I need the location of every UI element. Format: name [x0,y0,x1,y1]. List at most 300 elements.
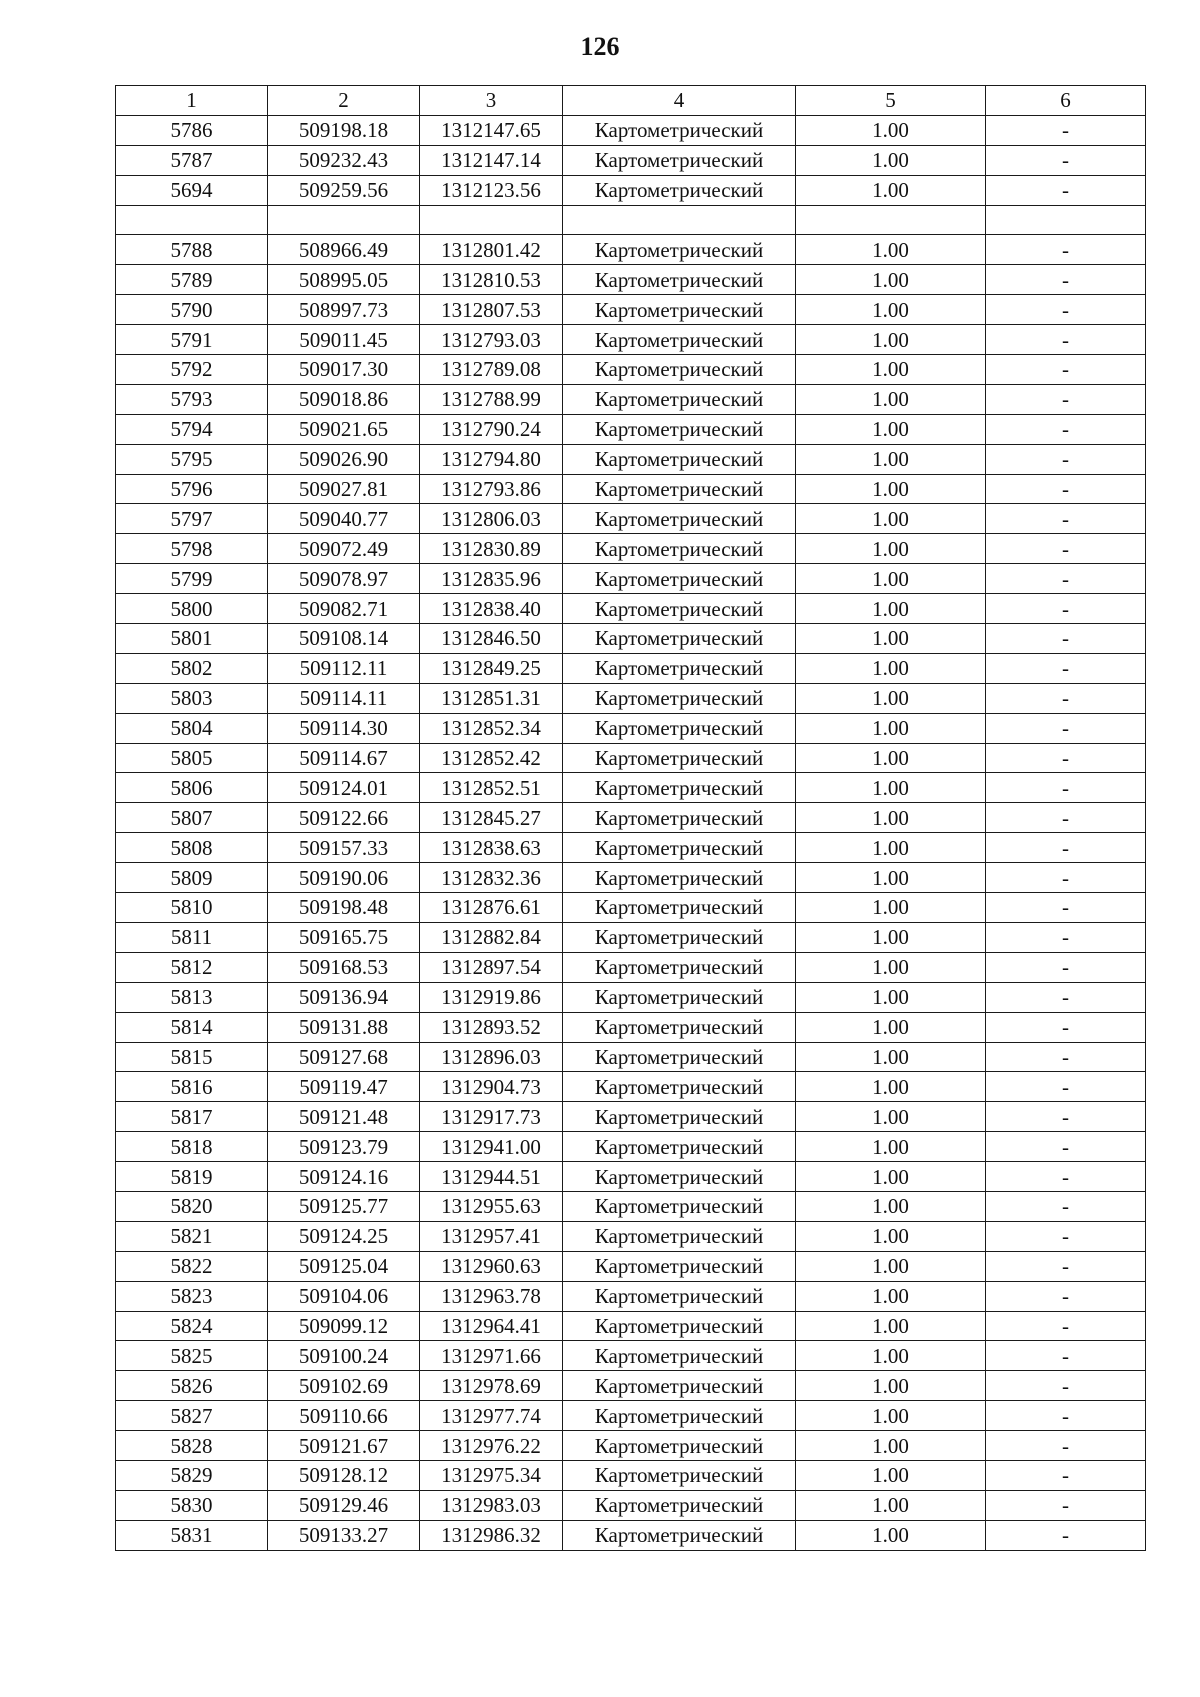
table-row [116,683,1146,713]
y-coordinate-cell: 1312806.03 [420,504,563,534]
point-number-cell: 5788 [116,235,268,265]
accuracy-cell: 1.00 [796,1431,986,1461]
point-number-cell [116,205,268,235]
accuracy-cell: 1.00 [796,773,986,803]
y-coordinate-cell: 1312830.89 [420,534,563,564]
accuracy-cell: 1.00 [796,1281,986,1311]
note-cell: - [986,653,1146,683]
accuracy-cell: 1.00 [796,504,986,534]
x-coordinate-cell: 509131.88 [268,1012,420,1042]
x-coordinate-cell: 509125.77 [268,1191,420,1221]
note-cell: - [986,145,1146,175]
table-row [116,893,1146,923]
x-coordinate-cell: 509018.86 [268,384,420,414]
x-coordinate-cell: 509121.48 [268,1102,420,1132]
note-cell: - [986,235,1146,265]
method-cell: Картометрический [563,1251,796,1281]
table-row [116,1281,1146,1311]
x-coordinate-cell: 508995.05 [268,265,420,295]
point-number-cell: 5795 [116,444,268,474]
table-row [116,863,1146,893]
accuracy-cell: 1.00 [796,1072,986,1102]
y-coordinate-cell: 1312793.86 [420,474,563,504]
x-coordinate-cell: 509078.97 [268,564,420,594]
method-cell: Картометрический [563,982,796,1012]
note-cell: - [986,1431,1146,1461]
x-coordinate-cell: 509122.66 [268,803,420,833]
x-coordinate-cell: 509119.47 [268,1072,420,1102]
accuracy-cell: 1.00 [796,145,986,175]
table-row [116,1191,1146,1221]
note-cell: - [986,893,1146,923]
table-row [116,743,1146,773]
note-cell: - [986,1132,1146,1162]
table-row [116,1311,1146,1341]
point-number-cell: 5821 [116,1221,268,1251]
method-cell: Картометрический [563,1401,796,1431]
note-cell: - [986,624,1146,654]
point-number-cell: 5822 [116,1251,268,1281]
note-cell: - [986,1341,1146,1371]
point-number-cell: 5809 [116,863,268,893]
y-coordinate-cell: 1312904.73 [420,1072,563,1102]
y-coordinate-cell: 1312852.51 [420,773,563,803]
method-cell: Картометрический [563,1072,796,1102]
point-number-cell: 5826 [116,1371,268,1401]
y-coordinate-cell: 1312845.27 [420,803,563,833]
method-cell: Картометрический [563,1311,796,1341]
method-cell: Картометрический [563,1221,796,1251]
table-row [116,325,1146,355]
note-cell: - [986,414,1146,444]
y-coordinate-cell: 1312944.51 [420,1162,563,1192]
table-row [116,235,1146,265]
method-cell: Картометрический [563,683,796,713]
accuracy-cell: 1.00 [796,1520,986,1550]
y-coordinate-cell: 1312963.78 [420,1281,563,1311]
note-cell: - [986,1162,1146,1192]
accuracy-cell: 1.00 [796,1251,986,1281]
point-number-cell: 5825 [116,1341,268,1371]
method-cell: Картометрический [563,175,796,205]
point-number-cell: 5817 [116,1102,268,1132]
table-header-row [116,86,1146,116]
method-cell: Картометрический [563,265,796,295]
table-row [116,833,1146,863]
y-coordinate-cell: 1312849.25 [420,653,563,683]
accuracy-cell: 1.00 [796,1221,986,1251]
method-cell: Картометрический [563,444,796,474]
method-cell: Картометрический [563,803,796,833]
x-coordinate-cell: 509124.01 [268,773,420,803]
point-number-cell: 5812 [116,952,268,982]
y-coordinate-cell: 1312793.03 [420,325,563,355]
accuracy-cell: 1.00 [796,1460,986,1490]
accuracy-cell: 1.00 [796,594,986,624]
method-cell: Картометрический [563,713,796,743]
table-row [116,594,1146,624]
accuracy-cell: 1.00 [796,743,986,773]
y-coordinate-cell: 1312986.32 [420,1520,563,1550]
table-row [116,115,1146,145]
note-cell: - [986,713,1146,743]
note-cell: - [986,982,1146,1012]
y-coordinate-cell: 1312789.08 [420,355,563,385]
point-number-cell: 5797 [116,504,268,534]
table-row [116,534,1146,564]
y-coordinate-cell: 1312971.66 [420,1341,563,1371]
note-cell: - [986,743,1146,773]
point-number-cell: 5811 [116,922,268,952]
method-cell: Картометрический [563,504,796,534]
x-coordinate-cell: 509100.24 [268,1341,420,1371]
table-row [116,922,1146,952]
y-coordinate-cell: 1312851.31 [420,683,563,713]
x-coordinate-cell: 509040.77 [268,504,420,534]
x-coordinate-cell: 509072.49 [268,534,420,564]
y-coordinate-cell: 1312123.56 [420,175,563,205]
y-coordinate-cell: 1312983.03 [420,1490,563,1520]
table-row [116,1221,1146,1251]
point-number-cell: 5792 [116,355,268,385]
note-cell: - [986,1520,1146,1550]
y-coordinate-cell: 1312852.42 [420,743,563,773]
method-cell [563,205,796,235]
note-cell: - [986,1460,1146,1490]
x-coordinate-cell: 509128.12 [268,1460,420,1490]
accuracy-cell: 1.00 [796,355,986,385]
note-cell: - [986,355,1146,385]
note-cell: - [986,444,1146,474]
y-coordinate-cell: 1312838.40 [420,594,563,624]
accuracy-cell: 1.00 [796,683,986,713]
accuracy-cell: 1.00 [796,295,986,325]
point-number-cell: 5793 [116,384,268,414]
method-cell: Картометрический [563,1490,796,1520]
x-coordinate-cell: 509124.16 [268,1162,420,1192]
y-coordinate-cell: 1312790.24 [420,414,563,444]
method-cell: Картометрический [563,474,796,504]
point-number-cell: 5798 [116,534,268,564]
x-coordinate-cell: 509108.14 [268,624,420,654]
y-coordinate-cell: 1312832.36 [420,863,563,893]
note-cell: - [986,1102,1146,1132]
note-cell: - [986,833,1146,863]
y-coordinate-cell: 1312897.54 [420,952,563,982]
y-coordinate-cell: 1312807.53 [420,295,563,325]
table-row [116,265,1146,295]
y-coordinate-cell: 1312896.03 [420,1042,563,1072]
y-coordinate-cell: 1312147.14 [420,145,563,175]
note-cell: - [986,1012,1146,1042]
table-row [116,145,1146,175]
method-cell: Картометрический [563,115,796,145]
table-row [116,952,1146,982]
method-cell: Картометрический [563,1132,796,1162]
y-coordinate-cell: 1312876.61 [420,893,563,923]
table-row [116,1251,1146,1281]
point-number-cell: 5820 [116,1191,268,1221]
y-coordinate-cell: 1312957.41 [420,1221,563,1251]
point-number-cell: 5808 [116,833,268,863]
method-cell: Картометрический [563,1012,796,1042]
y-coordinate-cell: 1312941.00 [420,1132,563,1162]
point-number-cell: 5813 [116,982,268,1012]
x-coordinate-cell: 509017.30 [268,355,420,385]
table-row [116,773,1146,803]
y-coordinate-cell: 1312810.53 [420,265,563,295]
point-number-cell: 5829 [116,1460,268,1490]
accuracy-cell: 1.00 [796,235,986,265]
y-coordinate-cell: 1312964.41 [420,1311,563,1341]
y-coordinate-cell: 1312852.34 [420,713,563,743]
point-number-cell: 5802 [116,653,268,683]
point-number-cell: 5818 [116,1132,268,1162]
x-coordinate-cell: 509027.81 [268,474,420,504]
y-coordinate-cell: 1312794.80 [420,444,563,474]
y-coordinate-cell: 1312919.86 [420,982,563,1012]
accuracy-cell: 1.00 [796,713,986,743]
method-cell: Картометрический [563,893,796,923]
table-row [116,355,1146,385]
point-number-cell: 5803 [116,683,268,713]
point-number-cell: 5791 [116,325,268,355]
x-coordinate-cell: 509198.18 [268,115,420,145]
y-coordinate-cell: 1312882.84 [420,922,563,952]
x-coordinate-cell: 509114.11 [268,683,420,713]
table-row [116,414,1146,444]
x-coordinate-cell: 509021.65 [268,414,420,444]
method-cell: Картометрический [563,922,796,952]
accuracy-cell: 1.00 [796,265,986,295]
table-row [116,1431,1146,1461]
y-coordinate-cell: 1312978.69 [420,1371,563,1401]
accuracy-cell: 1.00 [796,624,986,654]
accuracy-cell: 1.00 [796,863,986,893]
point-number-cell: 5830 [116,1490,268,1520]
column-header-4: 4 [563,86,796,116]
accuracy-cell: 1.00 [796,1102,986,1132]
table-row [116,982,1146,1012]
point-number-cell: 5694 [116,175,268,205]
table-row [116,1460,1146,1490]
column-header-5: 5 [796,86,986,116]
table-body [116,86,1146,1551]
accuracy-cell: 1.00 [796,982,986,1012]
point-number-cell: 5816 [116,1072,268,1102]
method-cell: Картометрический [563,295,796,325]
accuracy-cell: 1.00 [796,474,986,504]
accuracy-cell: 1.00 [796,1162,986,1192]
y-coordinate-cell: 1312975.34 [420,1460,563,1490]
method-cell: Картометрический [563,1460,796,1490]
note-cell: - [986,295,1146,325]
x-coordinate-cell: 509026.90 [268,444,420,474]
y-coordinate-cell: 1312955.63 [420,1191,563,1221]
table-row [116,653,1146,683]
method-cell: Картометрический [563,1162,796,1192]
method-cell: Картометрический [563,1371,796,1401]
table-row [116,1012,1146,1042]
accuracy-cell: 1.00 [796,893,986,923]
table-row [116,295,1146,325]
method-cell: Картометрический [563,952,796,982]
point-number-cell: 5789 [116,265,268,295]
y-coordinate-cell: 1312917.73 [420,1102,563,1132]
x-coordinate-cell: 509110.66 [268,1401,420,1431]
note-cell: - [986,1281,1146,1311]
x-coordinate-cell: 509259.56 [268,175,420,205]
point-number-cell: 5807 [116,803,268,833]
method-cell: Картометрический [563,564,796,594]
accuracy-cell: 1.00 [796,384,986,414]
x-coordinate-cell: 509198.48 [268,893,420,923]
x-coordinate-cell: 509124.25 [268,1221,420,1251]
table-row [116,1102,1146,1132]
note-cell: - [986,1371,1146,1401]
column-header-2: 2 [268,86,420,116]
x-coordinate-cell: 509136.94 [268,982,420,1012]
point-number-cell: 5823 [116,1281,268,1311]
table-row [116,713,1146,743]
point-number-cell: 5806 [116,773,268,803]
note-cell: - [986,534,1146,564]
note-cell: - [986,803,1146,833]
note-cell: - [986,384,1146,414]
accuracy-cell: 1.00 [796,1132,986,1162]
x-coordinate-cell: 509157.33 [268,833,420,863]
point-number-cell: 5801 [116,624,268,654]
table-row [116,1371,1146,1401]
y-coordinate-cell: 1312846.50 [420,624,563,654]
table-row [116,1520,1146,1550]
y-coordinate-cell: 1312976.22 [420,1431,563,1461]
point-number-cell: 5787 [116,145,268,175]
note-cell: - [986,504,1146,534]
y-coordinate-cell: 1312838.63 [420,833,563,863]
table-row [116,1162,1146,1192]
table-row [116,1132,1146,1162]
note-cell: - [986,175,1146,205]
y-coordinate-cell: 1312893.52 [420,1012,563,1042]
accuracy-cell: 1.00 [796,564,986,594]
coordinates-table [115,85,1146,1551]
point-number-cell: 5790 [116,295,268,325]
method-cell: Картометрический [563,1341,796,1371]
point-number-cell: 5799 [116,564,268,594]
point-number-cell: 5794 [116,414,268,444]
accuracy-cell: 1.00 [796,1371,986,1401]
accuracy-cell: 1.00 [796,175,986,205]
y-coordinate-cell: 1312147.65 [420,115,563,145]
point-number-cell: 5814 [116,1012,268,1042]
point-number-cell: 5815 [116,1042,268,1072]
accuracy-cell: 1.00 [796,115,986,145]
note-cell: - [986,683,1146,713]
x-coordinate-cell: 509129.46 [268,1490,420,1520]
accuracy-cell: 1.00 [796,952,986,982]
point-number-cell: 5819 [116,1162,268,1192]
page-number: 126 [580,32,620,61]
table-row [116,444,1146,474]
note-cell: - [986,594,1146,624]
note-cell: - [986,564,1146,594]
accuracy-cell: 1.00 [796,803,986,833]
x-coordinate-cell: 509190.06 [268,863,420,893]
note-cell: - [986,1191,1146,1221]
method-cell: Картометрический [563,624,796,654]
note-cell: - [986,265,1146,295]
point-number-cell: 5800 [116,594,268,624]
table-row [116,205,1146,235]
table-row [116,474,1146,504]
accuracy-cell: 1.00 [796,1341,986,1371]
accuracy-cell: 1.00 [796,653,986,683]
table-row [116,1401,1146,1431]
y-coordinate-cell: 1312801.42 [420,235,563,265]
method-cell: Картометрический [563,384,796,414]
method-cell: Картометрический [563,1191,796,1221]
point-number-cell: 5831 [116,1520,268,1550]
note-cell: - [986,863,1146,893]
note-cell: - [986,1251,1146,1281]
x-coordinate-cell: 509011.45 [268,325,420,355]
point-number-cell: 5805 [116,743,268,773]
column-header-1: 1 [116,86,268,116]
table-row [116,504,1146,534]
point-number-cell: 5824 [116,1311,268,1341]
point-number-cell: 5827 [116,1401,268,1431]
method-cell: Картометрический [563,743,796,773]
method-cell: Картометрический [563,773,796,803]
method-cell: Картометрический [563,863,796,893]
x-coordinate-cell: 509232.43 [268,145,420,175]
note-cell: - [986,1072,1146,1102]
table-row [116,1072,1146,1102]
note-cell: - [986,922,1146,952]
accuracy-cell: 1.00 [796,833,986,863]
point-number-cell: 5786 [116,115,268,145]
y-coordinate-cell: 1312977.74 [420,1401,563,1431]
accuracy-cell: 1.00 [796,534,986,564]
x-coordinate-cell: 509133.27 [268,1520,420,1550]
x-coordinate-cell: 508966.49 [268,235,420,265]
y-coordinate-cell: 1312788.99 [420,384,563,414]
x-coordinate-cell: 509104.06 [268,1281,420,1311]
x-coordinate-cell: 509102.69 [268,1371,420,1401]
accuracy-cell: 1.00 [796,1012,986,1042]
point-number-cell: 5804 [116,713,268,743]
method-cell: Картометрический [563,653,796,683]
x-coordinate-cell: 509099.12 [268,1311,420,1341]
accuracy-cell: 1.00 [796,1191,986,1221]
x-coordinate-cell: 509114.67 [268,743,420,773]
method-cell: Картометрический [563,1431,796,1461]
table-row [116,384,1146,414]
x-coordinate-cell: 509123.79 [268,1132,420,1162]
method-cell: Картометрический [563,594,796,624]
table-row [116,1042,1146,1072]
point-number-cell: 5796 [116,474,268,504]
accuracy-cell: 1.00 [796,1311,986,1341]
method-cell: Картометрический [563,355,796,385]
table-row [116,175,1146,205]
accuracy-cell: 1.00 [796,922,986,952]
point-number-cell: 5810 [116,893,268,923]
note-cell: - [986,115,1146,145]
accuracy-cell: 1.00 [796,1042,986,1072]
x-coordinate-cell: 508997.73 [268,295,420,325]
